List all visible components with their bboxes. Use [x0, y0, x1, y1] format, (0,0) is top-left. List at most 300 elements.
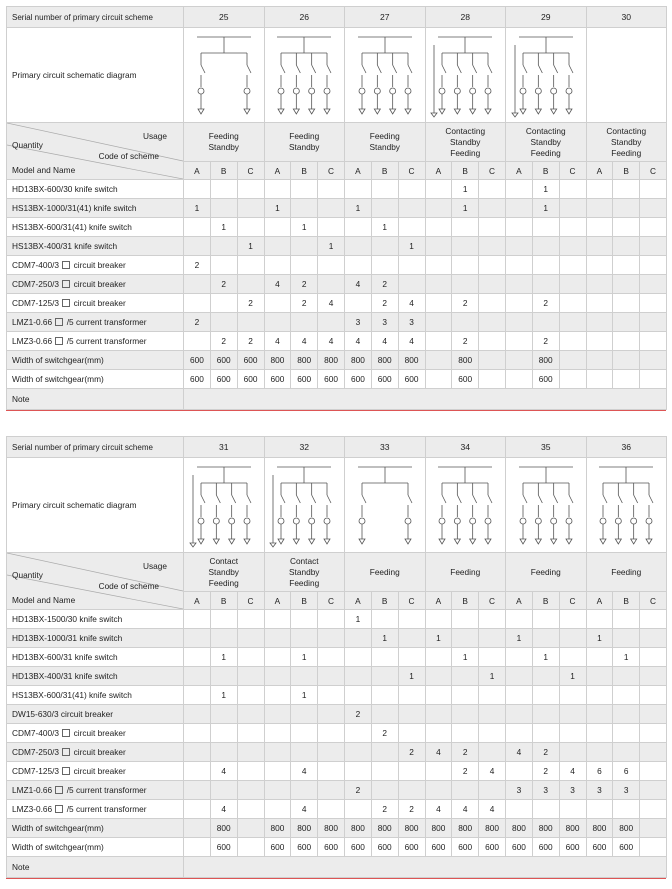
model-name-cell: HS13BX-400/31 knife switch: [7, 237, 184, 256]
quantity-cell: [532, 800, 559, 819]
quantity-cell: 6: [586, 762, 613, 781]
quantity-cell: [479, 332, 506, 351]
code-cell: A: [184, 592, 211, 610]
scheme-number: 28: [425, 7, 506, 28]
quantity-cell: [184, 762, 211, 781]
quantity-cell: 800: [532, 819, 559, 838]
quantity-cell: [184, 237, 211, 256]
quantity-cell: [479, 705, 506, 724]
quantity-cell: [345, 218, 372, 237]
quantity-cell: [345, 294, 372, 313]
quantity-cell: [640, 743, 667, 762]
quantity-cell: [371, 180, 398, 199]
model-name-cell: HD13BX-400/31 knife switch: [7, 667, 184, 686]
quantity-cell: [184, 838, 211, 857]
code-cell: C: [398, 162, 425, 180]
quantity-cell: 800: [371, 351, 398, 370]
quantity-cell: [425, 648, 452, 667]
code-cell: B: [371, 162, 398, 180]
usage-cell: Feeding Standby: [264, 123, 345, 162]
scheme-number: 33: [345, 437, 426, 458]
quantity-cell: 600: [237, 370, 264, 389]
quantity-cell: [398, 629, 425, 648]
quantity-cell: [291, 667, 318, 686]
scheme-number-label: Serial number of primary circuit scheme: [7, 437, 184, 458]
quantity-cell: 1: [613, 648, 640, 667]
quantity-cell: 600: [425, 838, 452, 857]
code-label: Code of scheme: [98, 151, 159, 161]
model-name-cell: HS13BX-600/31(41) knife switch: [7, 686, 184, 705]
usage-cell: Contact Standby Feeding: [264, 553, 345, 592]
quantity-cell: [184, 819, 211, 838]
quantity-cell: [237, 705, 264, 724]
quantity-cell: [613, 800, 640, 819]
quantity-cell: [184, 218, 211, 237]
quantity-cell: [318, 256, 345, 275]
quantity-cell: [532, 629, 559, 648]
quantity-cell: 1: [237, 237, 264, 256]
quantity-cell: [640, 648, 667, 667]
quantity-cell: [613, 686, 640, 705]
quantity-cell: 600: [479, 838, 506, 857]
quantity-cell: [398, 180, 425, 199]
quantity-cell: [640, 294, 667, 313]
quantity-cell: [237, 743, 264, 762]
quantity-cell: 3: [506, 781, 533, 800]
quantity-cell: 4: [291, 332, 318, 351]
quantity-cell: 600: [318, 370, 345, 389]
model-name: LMZ1-0.66: [12, 785, 55, 795]
quantity-cell: 2: [452, 762, 479, 781]
box-symbol-icon: [62, 748, 70, 756]
quantity-cell: [532, 610, 559, 629]
quantity-cell: 1: [452, 199, 479, 218]
quantity-cell: [345, 180, 372, 199]
table-row: [7, 705, 667, 724]
quantity-cell: [425, 275, 452, 294]
code-cell: C: [318, 592, 345, 610]
quantity-cell: [613, 199, 640, 218]
usage-label: Usage: [143, 131, 167, 141]
model-name-cell: Width of switchgear(mm): [7, 838, 184, 857]
quantity-cell: 2: [345, 705, 372, 724]
quantity-cell: [506, 724, 533, 743]
quantity-cell: [291, 724, 318, 743]
quantity-cell: [371, 648, 398, 667]
quantity-cell: 1: [479, 667, 506, 686]
table-row: [7, 743, 667, 762]
quantity-cell: [345, 648, 372, 667]
quantity-cell: [586, 180, 613, 199]
quantity-cell: [640, 781, 667, 800]
quantity-cell: [640, 313, 667, 332]
quantity-cell: 4: [425, 800, 452, 819]
quantity-cell: 600: [237, 351, 264, 370]
model-name-cell: HD13BX-1000/31 knife switch: [7, 629, 184, 648]
model-label: Model and Name: [12, 165, 76, 175]
quantity-cell: [586, 256, 613, 275]
scheme-number: 26: [264, 7, 345, 28]
scheme-number: 34: [425, 437, 506, 458]
scheme-table-1: [6, 6, 666, 411]
quantity-cell: 1: [291, 648, 318, 667]
code-cell: C: [398, 592, 425, 610]
quantity-cell: [479, 180, 506, 199]
model-name-cell: DW15-630/3 circuit breaker: [7, 705, 184, 724]
quantity-cell: [237, 800, 264, 819]
quantity-cell: [640, 332, 667, 351]
quantity-cell: [264, 218, 291, 237]
quantity-cell: [506, 686, 533, 705]
quantity-cell: 2: [345, 781, 372, 800]
quantity-cell: [452, 313, 479, 332]
quantity-cell: [586, 218, 613, 237]
model-name-suffix: /5 current transformer: [64, 785, 147, 795]
quantity-cell: [425, 218, 452, 237]
quantity-cell: 6: [613, 762, 640, 781]
quantity-cell: [264, 686, 291, 705]
quantity-cell: 4: [318, 332, 345, 351]
quantity-cell: [640, 705, 667, 724]
quantity-cell: 800: [345, 351, 372, 370]
scheme-number: 32: [264, 437, 345, 458]
quantity-cell: 600: [291, 370, 318, 389]
quantity-cell: 800: [398, 351, 425, 370]
table-row: [7, 648, 667, 667]
model-name-suffix: circuit breaker: [71, 298, 126, 308]
quantity-cell: [371, 237, 398, 256]
quantity-cell: [184, 743, 211, 762]
quantity-cell: 800: [452, 819, 479, 838]
schematic-diagram-icon: [506, 28, 587, 123]
quantity-cell: 600: [184, 370, 211, 389]
quantity-cell: 4: [479, 800, 506, 819]
quantity-cell: 800: [264, 351, 291, 370]
model-name-suffix: circuit breaker: [71, 279, 126, 289]
quantity-cell: 2: [371, 800, 398, 819]
quantity-cell: [237, 838, 264, 857]
model-name-cell: HS13BX-1000/31(41) knife switch: [7, 199, 184, 218]
quantity-cell: [559, 332, 586, 351]
quantity-cell: [452, 275, 479, 294]
scheme-table-2: [6, 436, 666, 879]
quantity-cell: [559, 648, 586, 667]
table-row: [7, 294, 667, 313]
quantity-cell: [640, 667, 667, 686]
quantity-cell: 2: [371, 275, 398, 294]
quantity-cell: [640, 724, 667, 743]
quantity-cell: 2: [371, 294, 398, 313]
model-name-cell: [7, 724, 184, 743]
quantity-cell: [425, 610, 452, 629]
quantity-cell: 1: [264, 199, 291, 218]
quantity-cell: 600: [345, 838, 372, 857]
quantity-cell: [318, 781, 345, 800]
quantity-cell: [425, 370, 452, 389]
code-cell: B: [452, 592, 479, 610]
quantity-cell: [264, 256, 291, 275]
quantity-cell: 600: [506, 838, 533, 857]
quantity-cell: [291, 781, 318, 800]
quantity-cell: 2: [291, 294, 318, 313]
quantity-cell: [479, 610, 506, 629]
scheme-number: 29: [506, 7, 587, 28]
quantity-cell: [264, 724, 291, 743]
quantity-cell: [237, 256, 264, 275]
quantity-cell: [586, 313, 613, 332]
note-value: [184, 857, 667, 878]
quantity-cell: 800: [586, 819, 613, 838]
quantity-cell: 2: [532, 762, 559, 781]
quantity-cell: 600: [532, 370, 559, 389]
code-cell: B: [613, 162, 640, 180]
table-row: [7, 256, 667, 275]
quantity-cell: [532, 237, 559, 256]
quantity-cell: [559, 705, 586, 724]
model-name-cell: Width of switchgear(mm): [7, 351, 184, 370]
note-label: Note: [7, 389, 184, 410]
model-name-cell: Width of switchgear(mm): [7, 819, 184, 838]
quantity-cell: [425, 705, 452, 724]
quantity-cell: [559, 629, 586, 648]
quantity-cell: [184, 610, 211, 629]
model-name: CDM7-125/3: [12, 298, 62, 308]
quantity-cell: 4: [371, 332, 398, 351]
separator-line: [6, 878, 666, 879]
quantity-cell: [452, 218, 479, 237]
quantity-cell: [506, 351, 533, 370]
quantity-cell: [532, 313, 559, 332]
quantity-cell: 800: [291, 819, 318, 838]
quantity-cell: [613, 610, 640, 629]
quantity-cell: 800: [532, 351, 559, 370]
code-cell: B: [371, 592, 398, 610]
quantity-cell: 1: [184, 199, 211, 218]
quantity-cell: [479, 237, 506, 256]
quantity-cell: 1: [506, 629, 533, 648]
quantity-cell: [318, 648, 345, 667]
quantity-cell: [184, 781, 211, 800]
quantity-cell: [345, 724, 372, 743]
code-cell: A: [586, 162, 613, 180]
quantity-cell: [506, 256, 533, 275]
schematic-diagram-icon: [264, 458, 345, 553]
quantity-cell: 800: [264, 819, 291, 838]
quantity-cell: [532, 256, 559, 275]
table-row: [7, 332, 667, 351]
quantity-cell: [425, 762, 452, 781]
model-name: CDM7-400/3: [12, 260, 62, 270]
box-symbol-icon: [62, 299, 70, 307]
quantity-cell: [586, 724, 613, 743]
code-cell: A: [425, 162, 452, 180]
quantity-cell: [398, 218, 425, 237]
code-label: Code of scheme: [98, 581, 159, 591]
code-cell: C: [318, 162, 345, 180]
quantity-cell: [318, 743, 345, 762]
quantity-cell: 600: [398, 838, 425, 857]
quantity-cell: [640, 199, 667, 218]
table-row: [7, 199, 667, 218]
quantity-cell: [371, 686, 398, 705]
quantity-cell: [184, 724, 211, 743]
quantity-cell: 1: [532, 648, 559, 667]
model-name-cell: HD13BX-1500/30 knife switch: [7, 610, 184, 629]
quantity-cell: [479, 724, 506, 743]
quantity-cell: [506, 199, 533, 218]
code-cell: C: [237, 592, 264, 610]
quantity-cell: [291, 610, 318, 629]
model-name-suffix: /5 current transformer: [64, 317, 147, 327]
quantity-cell: [640, 838, 667, 857]
quantity-cell: 1: [210, 686, 237, 705]
usage-cell: Contacting Standby Feeding: [425, 123, 506, 162]
quantity-cell: 600: [371, 370, 398, 389]
quantity-cell: [425, 351, 452, 370]
table-row: [7, 275, 667, 294]
quantity-cell: [640, 610, 667, 629]
quantity-cell: [425, 199, 452, 218]
table-row: [7, 218, 667, 237]
quantity-cell: [640, 762, 667, 781]
box-symbol-icon: [55, 337, 63, 345]
quantity-cell: [184, 180, 211, 199]
quantity-cell: [613, 256, 640, 275]
table-row: [7, 180, 667, 199]
quantity-cell: [398, 686, 425, 705]
model-name: LMZ3-0.66: [12, 336, 55, 346]
quantity-cell: [559, 743, 586, 762]
quantity-cell: [184, 629, 211, 648]
table-row: [7, 762, 667, 781]
quantity-cell: 4: [210, 800, 237, 819]
table-row: [7, 313, 667, 332]
code-cell: B: [452, 162, 479, 180]
quantity-cell: [264, 781, 291, 800]
quantity-cell: [640, 275, 667, 294]
quantity-cell: [452, 256, 479, 275]
quantity-cell: 3: [398, 313, 425, 332]
quantity-cell: [559, 800, 586, 819]
quantity-cell: [345, 629, 372, 648]
quantity-cell: [291, 180, 318, 199]
model-name-suffix: circuit breaker: [71, 728, 126, 738]
quantity-cell: 2: [452, 743, 479, 762]
quantity-cell: 800: [613, 819, 640, 838]
quantity-cell: [640, 686, 667, 705]
schematic-label: Primary circuit schematic diagram: [7, 28, 184, 123]
quantity-cell: 800: [506, 819, 533, 838]
quantity-cell: [479, 294, 506, 313]
quantity-cell: [586, 199, 613, 218]
quantity-cell: [452, 724, 479, 743]
code-cell: C: [479, 162, 506, 180]
usage-cell: Contacting Standby Feeding: [506, 123, 587, 162]
quantity-cell: [586, 294, 613, 313]
quantity-cell: [586, 648, 613, 667]
quantity-cell: [264, 313, 291, 332]
table-row: [7, 370, 667, 389]
code-cell: B: [210, 162, 237, 180]
quantity-cell: [479, 275, 506, 294]
quantity-cell: 3: [532, 781, 559, 800]
quantity-cell: 600: [559, 838, 586, 857]
quantity-cell: [210, 237, 237, 256]
quantity-cell: 2: [237, 332, 264, 351]
quantity-cell: 1: [371, 218, 398, 237]
quantity-cell: [398, 199, 425, 218]
quantity-cell: [425, 313, 452, 332]
quantity-cell: [264, 180, 291, 199]
quantity-cell: [264, 705, 291, 724]
code-cell: C: [640, 162, 667, 180]
box-symbol-icon: [62, 729, 70, 737]
quantity-cell: [425, 237, 452, 256]
table-row: [7, 667, 667, 686]
note-label: Note: [7, 857, 184, 878]
quantity-cell: [506, 610, 533, 629]
quantity-cell: 4: [345, 332, 372, 351]
quantity-cell: 600: [291, 838, 318, 857]
quantity-cell: [398, 762, 425, 781]
quantity-cell: [506, 800, 533, 819]
quantity-cell: [345, 667, 372, 686]
quantity-cell: [452, 610, 479, 629]
usage-cell: Feeding: [425, 553, 506, 592]
quantity-cell: 800: [210, 819, 237, 838]
code-cell: B: [291, 592, 318, 610]
quantity-label: Quantity: [12, 570, 43, 580]
code-cell: A: [425, 592, 452, 610]
code-cell: B: [210, 592, 237, 610]
quantity-cell: [237, 686, 264, 705]
quantity-cell: 1: [345, 610, 372, 629]
quantity-cell: [613, 313, 640, 332]
usage-cell: Contacting Standby Feeding: [586, 123, 667, 162]
quantity-cell: [318, 800, 345, 819]
scheme-number: 36: [586, 437, 667, 458]
table-row: [7, 237, 667, 256]
quantity-cell: 2: [184, 313, 211, 332]
quantity-cell: [371, 667, 398, 686]
quantity-cell: [613, 705, 640, 724]
schematic-diagram-icon: [425, 28, 506, 123]
quantity-cell: [371, 762, 398, 781]
quantity-cell: [318, 629, 345, 648]
code-cell: A: [586, 592, 613, 610]
quantity-cell: 800: [318, 351, 345, 370]
model-name: LMZ1-0.66: [12, 317, 55, 327]
schematic-diagram-icon: [264, 28, 345, 123]
quantity-cell: [559, 199, 586, 218]
quantity-cell: 800: [425, 819, 452, 838]
table-row: [7, 724, 667, 743]
quantity-cell: [586, 332, 613, 351]
quantity-cell: [586, 705, 613, 724]
quantity-cell: 4: [345, 275, 372, 294]
quantity-cell: 600: [210, 838, 237, 857]
code-cell: B: [532, 162, 559, 180]
quantity-cell: [184, 667, 211, 686]
quantity-cell: [559, 256, 586, 275]
quantity-cell: [210, 724, 237, 743]
quantity-cell: [640, 256, 667, 275]
quantity-cell: 600: [532, 838, 559, 857]
quantity-cell: 3: [371, 313, 398, 332]
quantity-cell: 4: [452, 800, 479, 819]
quantity-cell: [398, 275, 425, 294]
quantity-cell: [640, 218, 667, 237]
